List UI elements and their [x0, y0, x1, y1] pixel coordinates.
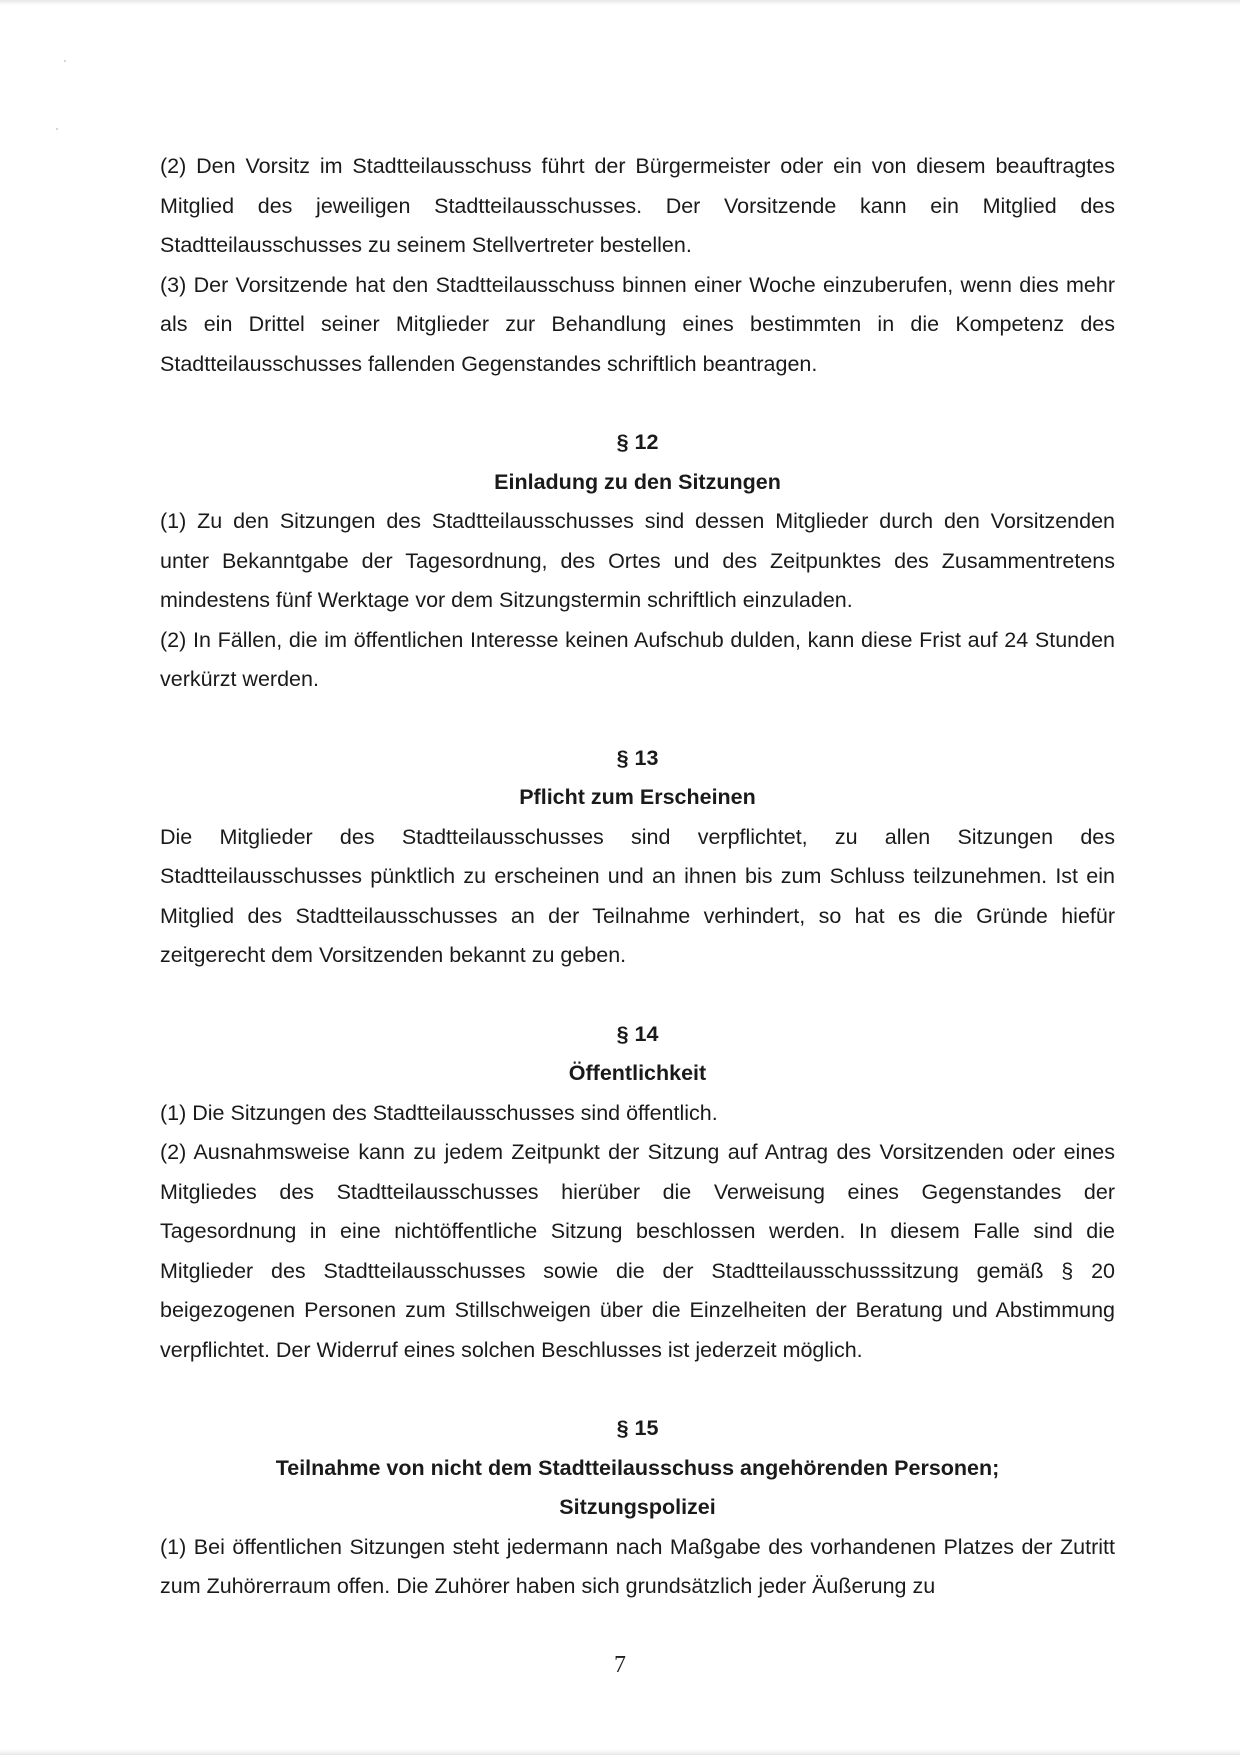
- paragraph: (1) Bei öffentlichen Sitzungen steht jedermann nach Maßgabe des vorhandenen Platzes der Zutritt zum Zuhörerraum offen. Die Zuhörer haben sich grundsätzlich jeder Äußerung zu: [160, 1534, 1115, 1598]
- scan-bottom-edge: [0, 1749, 1240, 1755]
- paragraph: (2) Ausnahmsweise kann zu jedem Zeitpunkt der Sitzung auf Antrag des Vorsitzenden oder eines Mitgliedes des Stadtteilausschusses hierüber die Verweisung eines Gegenstandes der Tagesordnung in eine nichtöffentliche Sitzung beschlossen werden. In diesem Falle sind die Mitglieder des Stadtteilausschusses sowie die der Stadtteilausschusssitzung gemäß § 20 beigezogenen Personen zum Stillschweigen über die Einzelheiten der Beratung und Abstimmung verpflichtet. Der Widerruf eines solchen Beschlusses ist jederzeit möglich.: [160, 1140, 1115, 1362]
- paragraph: (1) Zu den Sitzungen des Stadtteilausschusses sind dessen Mitglieder durch den Vorsitzenden unter Bekanntgabe der Tagesordnung, des Ortes und des Zeitpunktes des Zusammentretens mindestens fünf Werktage vor dem Sitzungstermin schriftlich einzuladen.: [160, 509, 1115, 612]
- scan-top-edge: [0, 0, 1240, 5]
- paragraph: Die Mitglieder des Stadtteilausschusses sind verpflichtet, zu allen Sitzungen des Stadtteilausschusses pünktlich zu erscheinen und an ihnen bis zum Schluss teilzunehmen. Ist ein Mitglied des Stadtteilausschusses an der Teilnahme verhindert, so hat es die Gründe hiefür zeitgerecht dem Vorsitzenden bekannt zu geben.: [160, 824, 1115, 967]
- scan-speck: [56, 128, 58, 130]
- paragraph-vorsitz: (2) Den Vorsitz im Stadtteilausschuss führt der Bürgermeister oder ein von diesem beauftragtes Mitglied des jeweiligen Stadtteilausschusses. Der Vorsitzende kann ein Mitglied des Stadtteilausschusses zu seinem Stellvertreter bestellen.: [160, 154, 1115, 257]
- section-number: § 13: [616, 745, 659, 770]
- section-number: § 12: [616, 430, 659, 454]
- page-number: 7: [614, 1652, 626, 1678]
- section-13: [160, 739, 1115, 976]
- section-number: § 15: [616, 1416, 659, 1440]
- section-12: [160, 423, 1115, 700]
- section-title: Pflicht zum Erscheinen: [519, 785, 756, 809]
- section-14: [160, 1015, 1115, 1371]
- section-title-line-2: Sitzungspolizei: [559, 1495, 716, 1519]
- paragraph: (2) In Fällen, die im öffentlichen Interesse keinen Aufschub dulden, kann diese Frist auf 24 Stunden verkürzt werden.: [160, 627, 1115, 691]
- document-body: [160, 147, 1115, 1607]
- section-title: Einladung zu den Sitzungen: [494, 469, 781, 494]
- scan-speck: [64, 60, 66, 62]
- section-title: Öffentlichkeit: [568, 1061, 707, 1085]
- paragraph: (1) Die Sitzungen des Stadtteilausschusses sind öffentlich.: [160, 1100, 718, 1125]
- paragraph-einberufung: (3) Der Vorsitzende hat den Stadtteilausschuss binnen einer Woche einzuberufen, wenn dies mehr als ein Drittel seiner Mitglieder zur Behandlung eines bestimmten in die Kompetenz des Stadtteilausschusses fallenden Gegenstandes schriftlich beantragen.: [160, 272, 1115, 376]
- section-title-line-1: Teilnahme von nicht dem Stadtteilausschuss angehörenden Personen;: [275, 1455, 1000, 1480]
- section-15: [160, 1409, 1115, 1607]
- section-number: § 14: [616, 1021, 659, 1046]
